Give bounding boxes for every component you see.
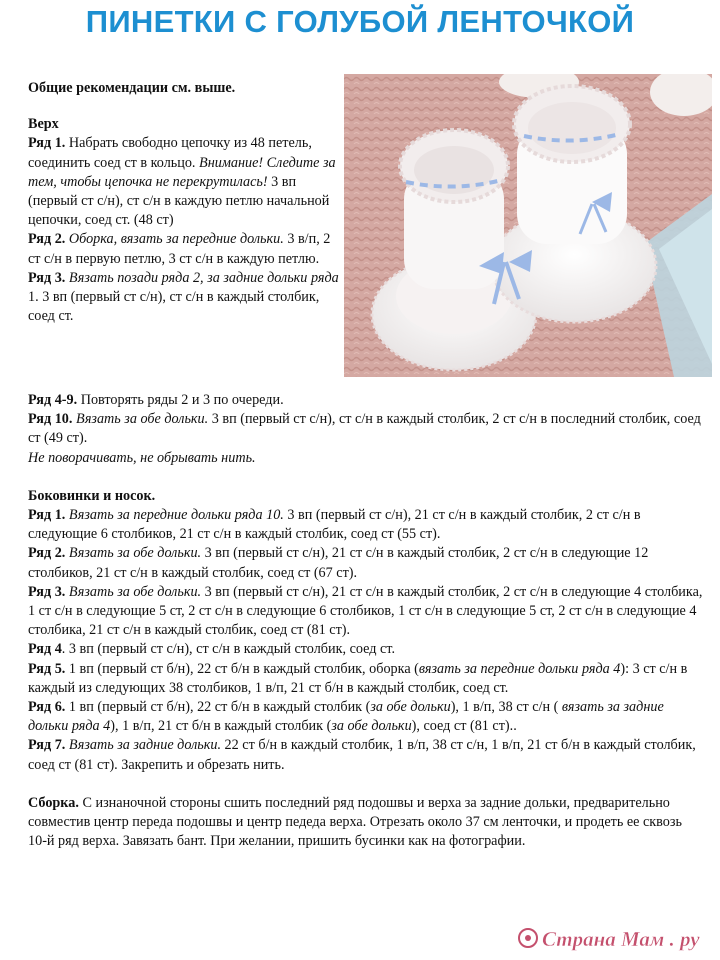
sides-row-2: Ряд 2. Вязать за обе дольки. 3 вп (первый ст с/н), 21 ст с/н в каждый столбик, 2 ст с/н в следующие 12 столбиков, 21 ст с/н в каждый столбик, соед ст (67 ст).	[28, 545, 649, 581]
booties-photo	[344, 74, 712, 377]
watermark-text: Страна Мам . ру	[542, 927, 700, 951]
sides-row-4: Ряд 4. 3 вп (первый ст с/н), ст с/н в каждый столбик, соед ст.	[28, 641, 395, 658]
mid-row-10: Ряд 10. Вязать за обе дольки. 3 вп (первый ст с/н), ст с/н в каждый столбик, 2 ст с/н в последний столбик, соед ст (49 ст).	[28, 411, 701, 447]
sides-row-1: Ряд 1. Вязать за передние дольки ряда 10. 3 вп (первый ст с/н), 21 ст с/н в каждый столбик, 2 ст с/н в следующие 6 столбиков, 21 ст с/н в каждый столбик, соед ст (55 ст).	[28, 507, 641, 543]
section-heading-top: Верх	[28, 116, 59, 133]
sides-row-5: Ряд 5. 1 вп (первый ст б/н), 22 ст б/н в каждый столбик, оборка (вязать за передние дольки ряда 4): 3 ст с/н в каждый из следующих 38 столбиков, 1 в/п, 21 ст б/н в каждый столбик, соед ст.	[28, 660, 688, 696]
sides-row-6: Ряд 6. 1 вп (первый ст б/н), 22 ст б/н в каждый столбик (за обе дольки), 1 в/п, 38 ст с/н ( вязать за задние дольки ряда 4), 1 в/п, 21 ст б/н в каждый столбик (за обе дольки), соед ст (81 ст)..	[28, 699, 664, 735]
mid-note: Не поворачивать, не обрывать нить.	[28, 449, 256, 466]
mid-row-4-9: Ряд 4-9. Повторять ряды 2 и 3 по очереди.	[28, 392, 284, 408]
top-section	[28, 79, 344, 326]
top-row-3: Ряд 3. Вязать позади ряда 2, за задние дольки ряда 1. 3 вп (первый ст с/н), ст с/н в каждый столбик, соед ст.	[28, 269, 339, 325]
top-row-2: Ряд 2. Оборка, вязать за передние дольки. 3 в/п, 2 ст с/н в первую петлю, 3 ст с/н в каждую петлю.	[28, 231, 331, 267]
sides-row-7: Ряд 7. Вязать за задние дольки. 22 ст б/н в каждый столбик, 1 в/п, 38 ст с/н, 1 в/п, 21 ст б/н в каждый столбик, соед ст (81 ст). Закрепить и обрезать нить.	[28, 737, 696, 773]
main-text	[28, 391, 704, 851]
section-heading-sides: Боковинки и носок.	[28, 487, 156, 504]
assembly-text: Сборка. С изнаночной стороны сшить последний ряд подошвы и верха за задние дольки, предварительно совместив центр переда подошвы и центр педеда верха. Отрезать около 37 см ленточки, и продеть ее сквозь 10-й ряд верха. Завязать бант. При желании, пришить бусинки как на фотографии.	[28, 794, 682, 850]
page-title: ПИНЕТКИ С ГОЛУБОЙ ЛЕНТОЧКОЙ	[85, 4, 635, 39]
intro-text: Общие рекомендации см. выше.	[28, 80, 236, 96]
watermark-logo	[516, 920, 712, 956]
top-row-1: Ряд 1. Набрать свободно цепочку из 48 петель, соединить соед ст в кольцо. Внимание! Следите за тем, чтобы цепочка не перекрутилась! 3 вп (первый ст с/н), ст с/н в каждую петлю начальной цепочки, соед ст. (48 ст)	[28, 135, 336, 229]
sides-row-3: Ряд 3. Вязать за обе дольки. 3 вп (первый ст с/н), 21 ст с/н в каждый столбик, 2 ст с/н в следующие 4 столбика, 1 ст с/н в следующие 5 ст, 2 ст с/н в следующие 6 столбиков, 1 ст с/н в следующие 5 ст, 2 ст с/н в следующие 4 столбика, 21 ст с/н в каждый столбик, соед ст (81 ст).	[28, 583, 703, 639]
